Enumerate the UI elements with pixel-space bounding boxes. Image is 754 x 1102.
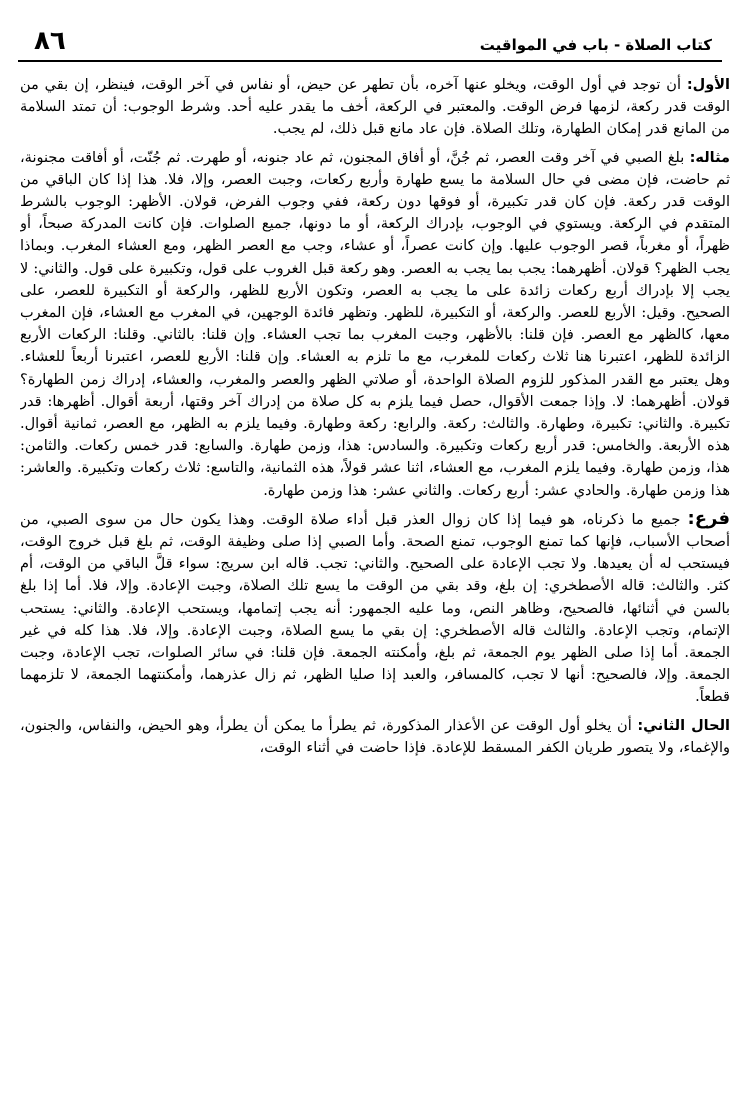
page-body — [20, 74, 730, 1088]
page-number: ٨٦ — [34, 26, 66, 56]
paragraph-second-case — [20, 715, 730, 759]
paragraph-text: أن توجد في أول الوقت، ويخلو عنها آخره، بأن تطهر عن حيض، أو نفاس في آخر الوقت، فينظر، إن بقي من الوقت قدر ركعة، لزمها فرض الوقت. والمعتبر في الركعة، أخف ما يقدر عليه أحد. وشرط الوجوب: أن تمتد السلامة من المانع قدر إمكان الطهارة، وتلك الصلاة. فإن عاد مانع قبل ذلك، لم يجب. — [20, 77, 730, 138]
paragraph-first-case — [20, 74, 730, 141]
header-divider — [18, 60, 722, 62]
paragraph-lead-term: الحال الثاني: — [637, 717, 730, 734]
paragraph-text: أن يخلو أول الوقت عن الأعذار المذكورة، ثم يطرأ ما يمكن أن يطرأ، وهو الحيض، والنفاس، والجنون، والإغماء، ولا يتصور طريان الكفر المسقط للإعادة. فإذا حاضت في أثناء الوقت، — [20, 717, 730, 756]
running-title: كتاب الصلاة - باب في المواقيت — [479, 36, 712, 54]
paragraph-lead-term: الأول: — [686, 77, 730, 93]
paragraph-lead-term: فرع: — [687, 507, 730, 529]
page-header — [18, 22, 722, 62]
paragraph-branch — [20, 508, 730, 709]
paragraph-text: بلغ الصبي في آخر وقت العصر، ثم جُنَّ، أو أفاق المجنون، ثم عاد جنونه، أو طهرت. ثم جُنّت، أو أفاقت مجنونة، ثم حاضت، فإن مضى في حال السلامة ما يسع طهارة وأربع ركعات، وجبت العصر، وإلا، فلا. هذا إذا كان الباقي من الوقت قدر ركعة. فإن كان قدر تكبيرة، أو فوقها دون ركعة، ففي وجوب الفرض، قولان. الأظهر: الوجوب بالشرط المتقدم في الركعة. ويستوي في الوجوب، بإدراك الركعة، أو ما دونها، جميع الصلوات. فإن كانت المدركة صبحاً، أو ظهراً، أو مغرباً، قصر الوجوب عليها. وإن كانت عصراً، أو عشاء، وجب مع العصر الظهر، ومع العشاء المغرب. وبماذا يجب الظهر؟ قولان. أظهرهما: يجب بما يجب به العصر. وهو ركعة قبل الغروب على قول، وتكبيرة على قول. والثاني: لا يجب إلا بإدراك أربع ركعات زائدة على ما يجب به العصر، وتكون الأربع للظهر، والركعة أو التكبيرة للعصر، على الصحيح. وقيل: الأربع للعصر. والركعة، أو التكبيرة، للظهر. وتظهر فائدة الوجهين، في المغرب مع العشاء، فإن المغرب معها، كالظهر مع العصر. فإن قلنا: بالأظهر، وجبت المغرب بما تجب العشاء. وإن قلنا: بالثاني. وقلنا: الركعات الأربع الزائدة للظهر، اعتبرنا هنا ثلاث ركعات للمغرب، مع ما تلزم به العشاء. وإن قلنا: الأربع للعصر، اعتبرنا أربعاً للعشاء. وهل يعتبر مع القدر المذكور للزوم الصلاة الواحدة، أو صلاتي الظهر والعصر والمغرب، والعشاء، إدراك زمن الطهارة؟ قولان. أظهرهما: لا. وإذا جمعت الأقوال، حصل فيما يلزم به كل صلاة من إدراك آخر وقتها، أربعة أقوال. أظهرها: قدر تكبيرة. والثاني: تكبيرة، وطهارة. والثالث: ركعة. والرابع: ركعة وطهارة. وفيما يلزم به الظهر، مع العصر، ثمانية أقوال. هذه الأربعة. والخامس: قدر أربع ركعات وتكبيرة. والسادس: هذا، وزمن طهارة. والسابع: قدر خمس ركعات. والثامن: هذا، وزمن طهارة. وفيما يلزم المغرب، مع العشاء، اثنا عشر قولاً، هذه الثمانية، والتاسع: ثلاث ركعات وتكبيرة. والعاشر: هذا وزمن طهارة. والحادي عشر: أربع ركعات. والثاني عشر: هذا وزمن طهارة. — [20, 149, 730, 499]
paragraph-text: جميع ما ذكرناه، هو فيما إذا كان زوال العذر قبل أداء صلاة الوقت. وهذا يكون حال من سوى الصبي، من أصحاب الأسباب، فإنها كما تمنع الوجوب، تمنع الصحة. وأما الصبي إذا صلى وظيفة الوقت، ثم بلغ قبل خروج الوقت، فيستحب له أن يعيدها. ولا تجب الإعادة على الصحيح. والثاني: تجب. قاله ابن سريج: سواء قلَّ الباقي من الوقت، أم كثر. والثالث: قاله الأصطخري: إن بلغ، وقد بقي من الوقت ما يسع تلك الصلاة، وجبت الإعادة. وإلا، فلا. أما إذا بلغ بالسن في أثنائها، فالصحيح، وظاهر النص، وما عليه الجمهور: أنه يجب إتمامها، ويستحب الإعادة. والثاني: يستحب الإتمام، وتجب الإعادة. والثالث قاله الأصطخري: إن بقي ما يسع الصلاة، وجبت الإعادة. وإلا، فلا. هذا كله في غير الجمعة. أما إذا صلى الظهر يوم الجمعة، ثم بلغ، وأمكنته الجمعة. فإن قلنا: في سائر الصلوات، تجب الإعادة، وجبت الجمعة. وإلا، فالصحيح: أنها لا تجب، كالمسافر، والعبد إذا صليا الظهر، ثم زال عذرهما، وأمكنتهما الجمعة، لا تلزمهما قطعاً. — [20, 511, 730, 706]
paragraph-lead-term: مثاله: — [689, 149, 730, 166]
paragraph-example — [20, 147, 730, 502]
